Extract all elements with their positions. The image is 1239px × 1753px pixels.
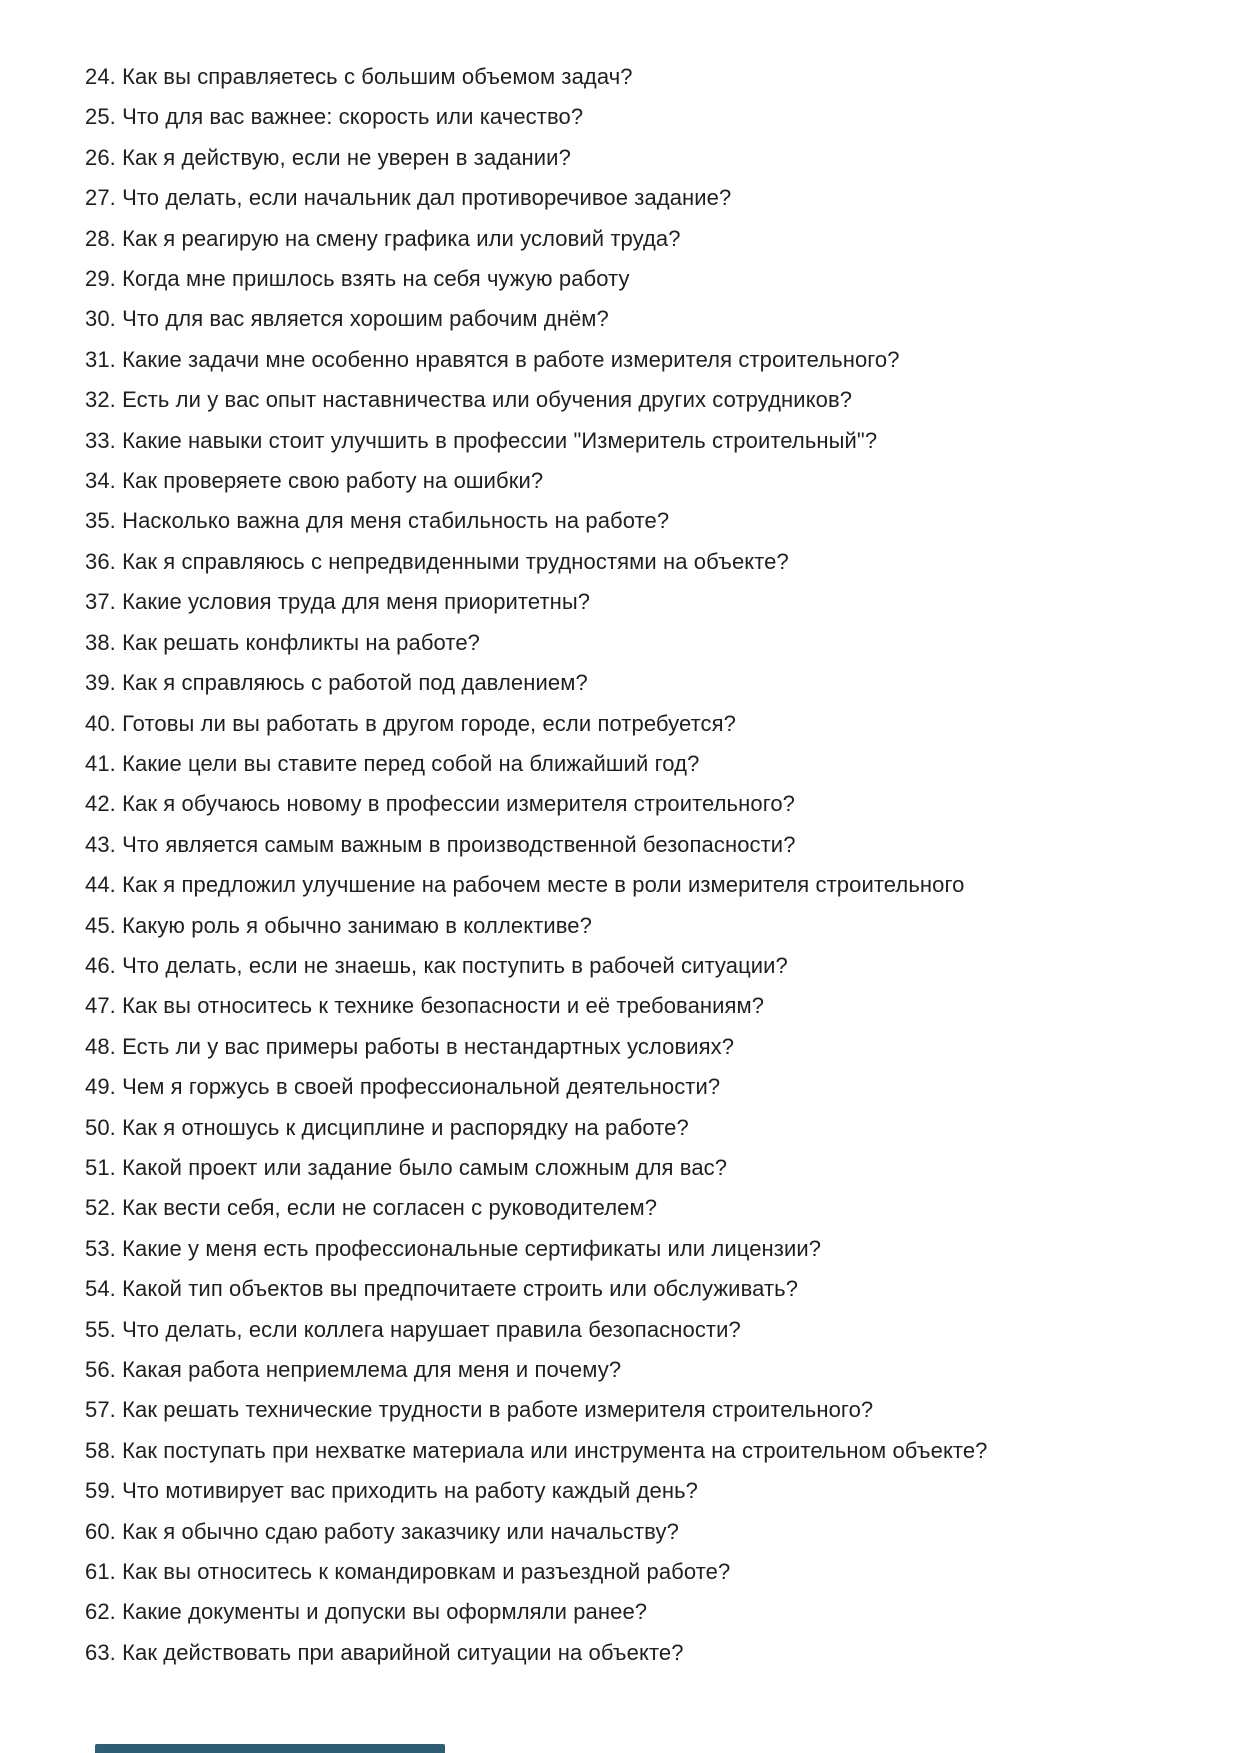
- list-item: 39. Как я справляюсь с работой под давлением?: [85, 670, 588, 696]
- list-item: 55. Что делать, если коллега нарушает правила безопасности?: [85, 1316, 741, 1342]
- list-item: 32. Есть ли у вас опыт наставничества или обучения других сотрудников?: [85, 387, 853, 413]
- list-item: 61. Как вы относитесь к командировкам и разъездной работе?: [85, 1559, 731, 1585]
- list-item: 53. Какие у меня есть профессиональные сертификаты или лицензии?: [85, 1235, 822, 1261]
- list-item: 58. Как поступать при нехватке материала или инструмента на строительном объекте?: [85, 1437, 988, 1463]
- list-item: 35. Насколько важна для меня стабильность на работе?: [85, 508, 670, 534]
- list-item: 47. Как вы относитесь к технике безопасности и её требованиям?: [85, 993, 765, 1019]
- list-item: 51. Какой проект или задание было самым сложным для вас?: [85, 1154, 728, 1180]
- list-item: 24. Как вы справляетесь с большим объемом задач?: [85, 64, 633, 89]
- document-page: [85, 57, 1219, 1673]
- list-item: 54. Какой тип объектов вы предпочитаете строить или обслуживать?: [85, 1276, 799, 1302]
- list-item: 38. Как решать конфликты на работе?: [85, 629, 480, 655]
- list-item: 25. Что для вас важнее: скорость или качество?: [85, 104, 584, 130]
- list-item: 46. Что делать, если не знаешь, как поступить в рабочей ситуации?: [85, 952, 788, 978]
- list-item: 28. Как я реагирую на смену графика или условий труда?: [85, 225, 681, 251]
- list-item: 26. Как я действую, если не уверен в задании?: [85, 144, 571, 170]
- list-item: 59. Что мотивирует вас приходить на работу каждый день?: [85, 1478, 698, 1504]
- question-list: [85, 57, 1219, 1673]
- list-item: 30. Что для вас является хорошим рабочим днём?: [85, 306, 609, 332]
- list-item: 31. Какие задачи мне особенно нравятся в работе измерителя строительного?: [85, 346, 900, 372]
- list-item: 56. Какая работа неприемлема для меня и почему?: [85, 1357, 622, 1382]
- list-item: 37. Какие условия труда для меня приоритетны?: [85, 589, 591, 615]
- list-item: 33. Какие навыки стоит улучшить в профессии "Измеритель строительный"?: [85, 427, 878, 453]
- list-item: 42. Как я обучаюсь новому в профессии измерителя строительного?: [85, 791, 796, 817]
- list-item: 60. Как я обычно сдаю работу заказчику или начальству?: [85, 1518, 679, 1544]
- list-item: 40. Готовы ли вы работать в другом городе, если потребуется?: [85, 710, 736, 736]
- list-item: 44. Как я предложил улучшение на рабочем месте в роли измерителя строительного: [85, 872, 965, 898]
- list-item: 45. Какую роль я обычно занимаю в коллективе?: [85, 912, 592, 938]
- list-item: 57. Как решать технические трудности в работе измерителя строительного?: [85, 1397, 874, 1423]
- list-item: 63. Как действовать при аварийной ситуации на объекте?: [85, 1639, 684, 1665]
- list-item: 49. Чем я горжусь в своей профессиональной деятельности?: [85, 1074, 721, 1100]
- list-item: 36. Как я справляюсь с непредвиденными трудностями на объекте?: [85, 548, 789, 574]
- list-item: 34. Как проверяете свою работу на ошибки?: [85, 468, 544, 494]
- list-item: 48. Есть ли у вас примеры работы в нестандартных условиях?: [85, 1033, 735, 1059]
- list-item: 27. Что делать, если начальник дал противоречивое задание?: [85, 185, 732, 211]
- list-item: 52. Как вести себя, если не согласен с руководителем?: [85, 1195, 658, 1221]
- list-item: 29. Когда мне пришлось взять на себя чужую работу: [85, 266, 630, 292]
- list-item: 50. Как я отношусь к дисциплине и распорядку на работе?: [85, 1114, 689, 1140]
- list-item: 41. Какие цели вы ставите перед собой на ближайший год?: [85, 750, 700, 776]
- list-item: 43. Что является самым важным в производственной безопасности?: [85, 831, 796, 857]
- list-item: 62. Какие документы и допуски вы оформляли ранее?: [85, 1599, 648, 1625]
- partial-next-line-highlight: [95, 1744, 445, 1753]
